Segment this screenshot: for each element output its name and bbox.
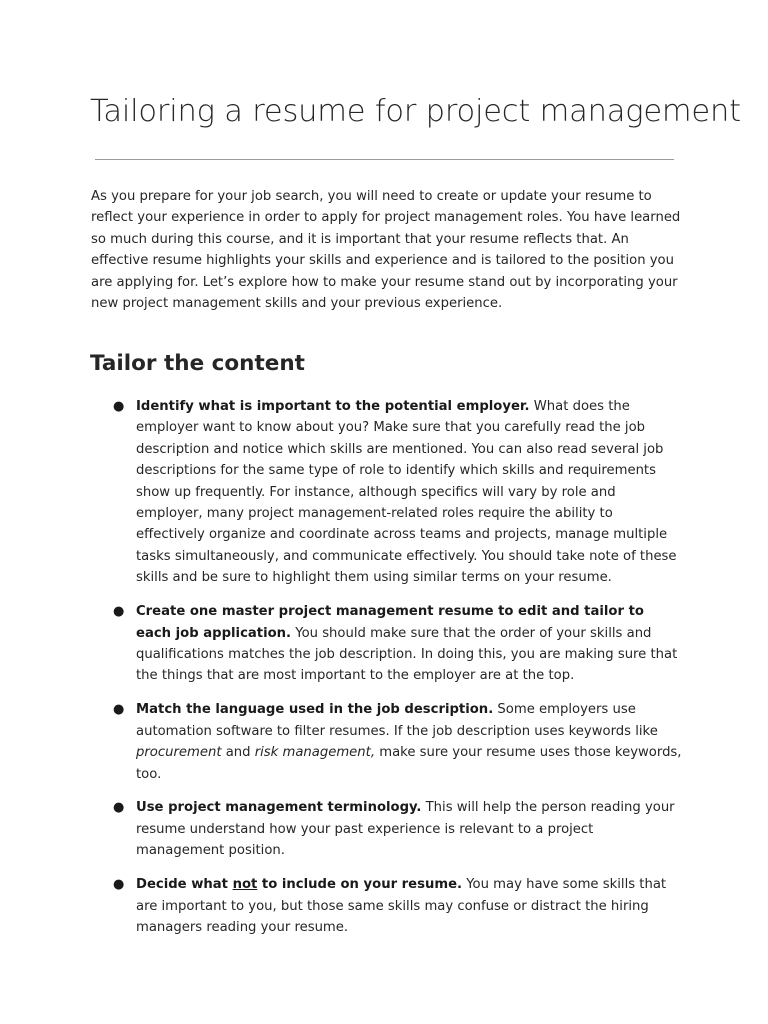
list-item (113, 874, 683, 938)
keyword-risk-management: risk management, (254, 745, 376, 761)
bullet-lead-part: to include on your resume. (257, 877, 463, 893)
page-title: Tailoring a resume for project management (90, 94, 741, 129)
bullet-lead-part: Decide what (136, 877, 233, 893)
bullet-lead: Create one master project management resume to edit and tailor to each job application. (136, 604, 644, 641)
bullet-lead-underlined: not (232, 877, 258, 893)
bullet-lead (136, 877, 462, 892)
bullet-text: What does the employer want to know about you? Make sure that you carefully read the job description and notice which skills are mentioned. You can also read several job descriptions for the same type of role to identify which skills and requirements show up frequently. For instance, although specifics will vary by role and employer, many project management-related roles require the ability to effectively organize and coordinate across teams and projects, manage multiple tasks simultaneously, and communicate effectively. You should take note of these skills and be sure to highlight them using similar terms on your resume. (136, 399, 677, 586)
list-item (113, 601, 683, 687)
bullet-lead: Identify what is important to the potential employer. (136, 399, 530, 414)
list-item (113, 797, 683, 861)
bullet-text: Some employers use automation software to filter resumes. If the job description uses keywords like (136, 702, 658, 739)
bullet-icon: ● (113, 399, 125, 414)
title-divider (95, 159, 674, 160)
bullet-icon: ● (113, 702, 125, 718)
list-item (113, 699, 683, 785)
bullet-icon: ● (113, 877, 125, 893)
bullet-icon: ● (113, 604, 125, 620)
bullet-list (113, 396, 683, 951)
keyword-procurement: procurement (136, 745, 222, 761)
bullet-lead: Match the language used in the job description. (136, 702, 494, 718)
bullet-icon: ● (113, 800, 125, 816)
bullet-lead: Use project management terminology. (136, 800, 422, 816)
bullet-text: make sure your resume uses those keywords, too. (136, 745, 682, 782)
list-item (113, 396, 683, 589)
bullet-text: You may have some skills that are important to you, but those same skills may confuse or distract the hiring managers reading your resume. (136, 877, 667, 935)
bullet-text: You should make sure that the order of your skills and qualifications matches the job description. In doing this, you are making sure that the things that are most important to the employer are at the top. (136, 625, 678, 684)
section-heading: Tailor the content (90, 351, 305, 376)
intro-paragraph: As you prepare for your job search, you will need to create or update your resume to reflect your experience in order to apply for project management roles. You have learned so much during this course, and it is important that your resume reflects that. An effective resume highlights your skills and experience and is tailored to the position you are applying for. Let’s explore how to make your resume stand out by incorporating your new project management skills and your previous experience. (91, 189, 681, 312)
bullet-text: and (221, 745, 255, 761)
bullet-text: This will help the person reading your resume understand how your past experience is relevant to a project management position. (136, 800, 675, 859)
